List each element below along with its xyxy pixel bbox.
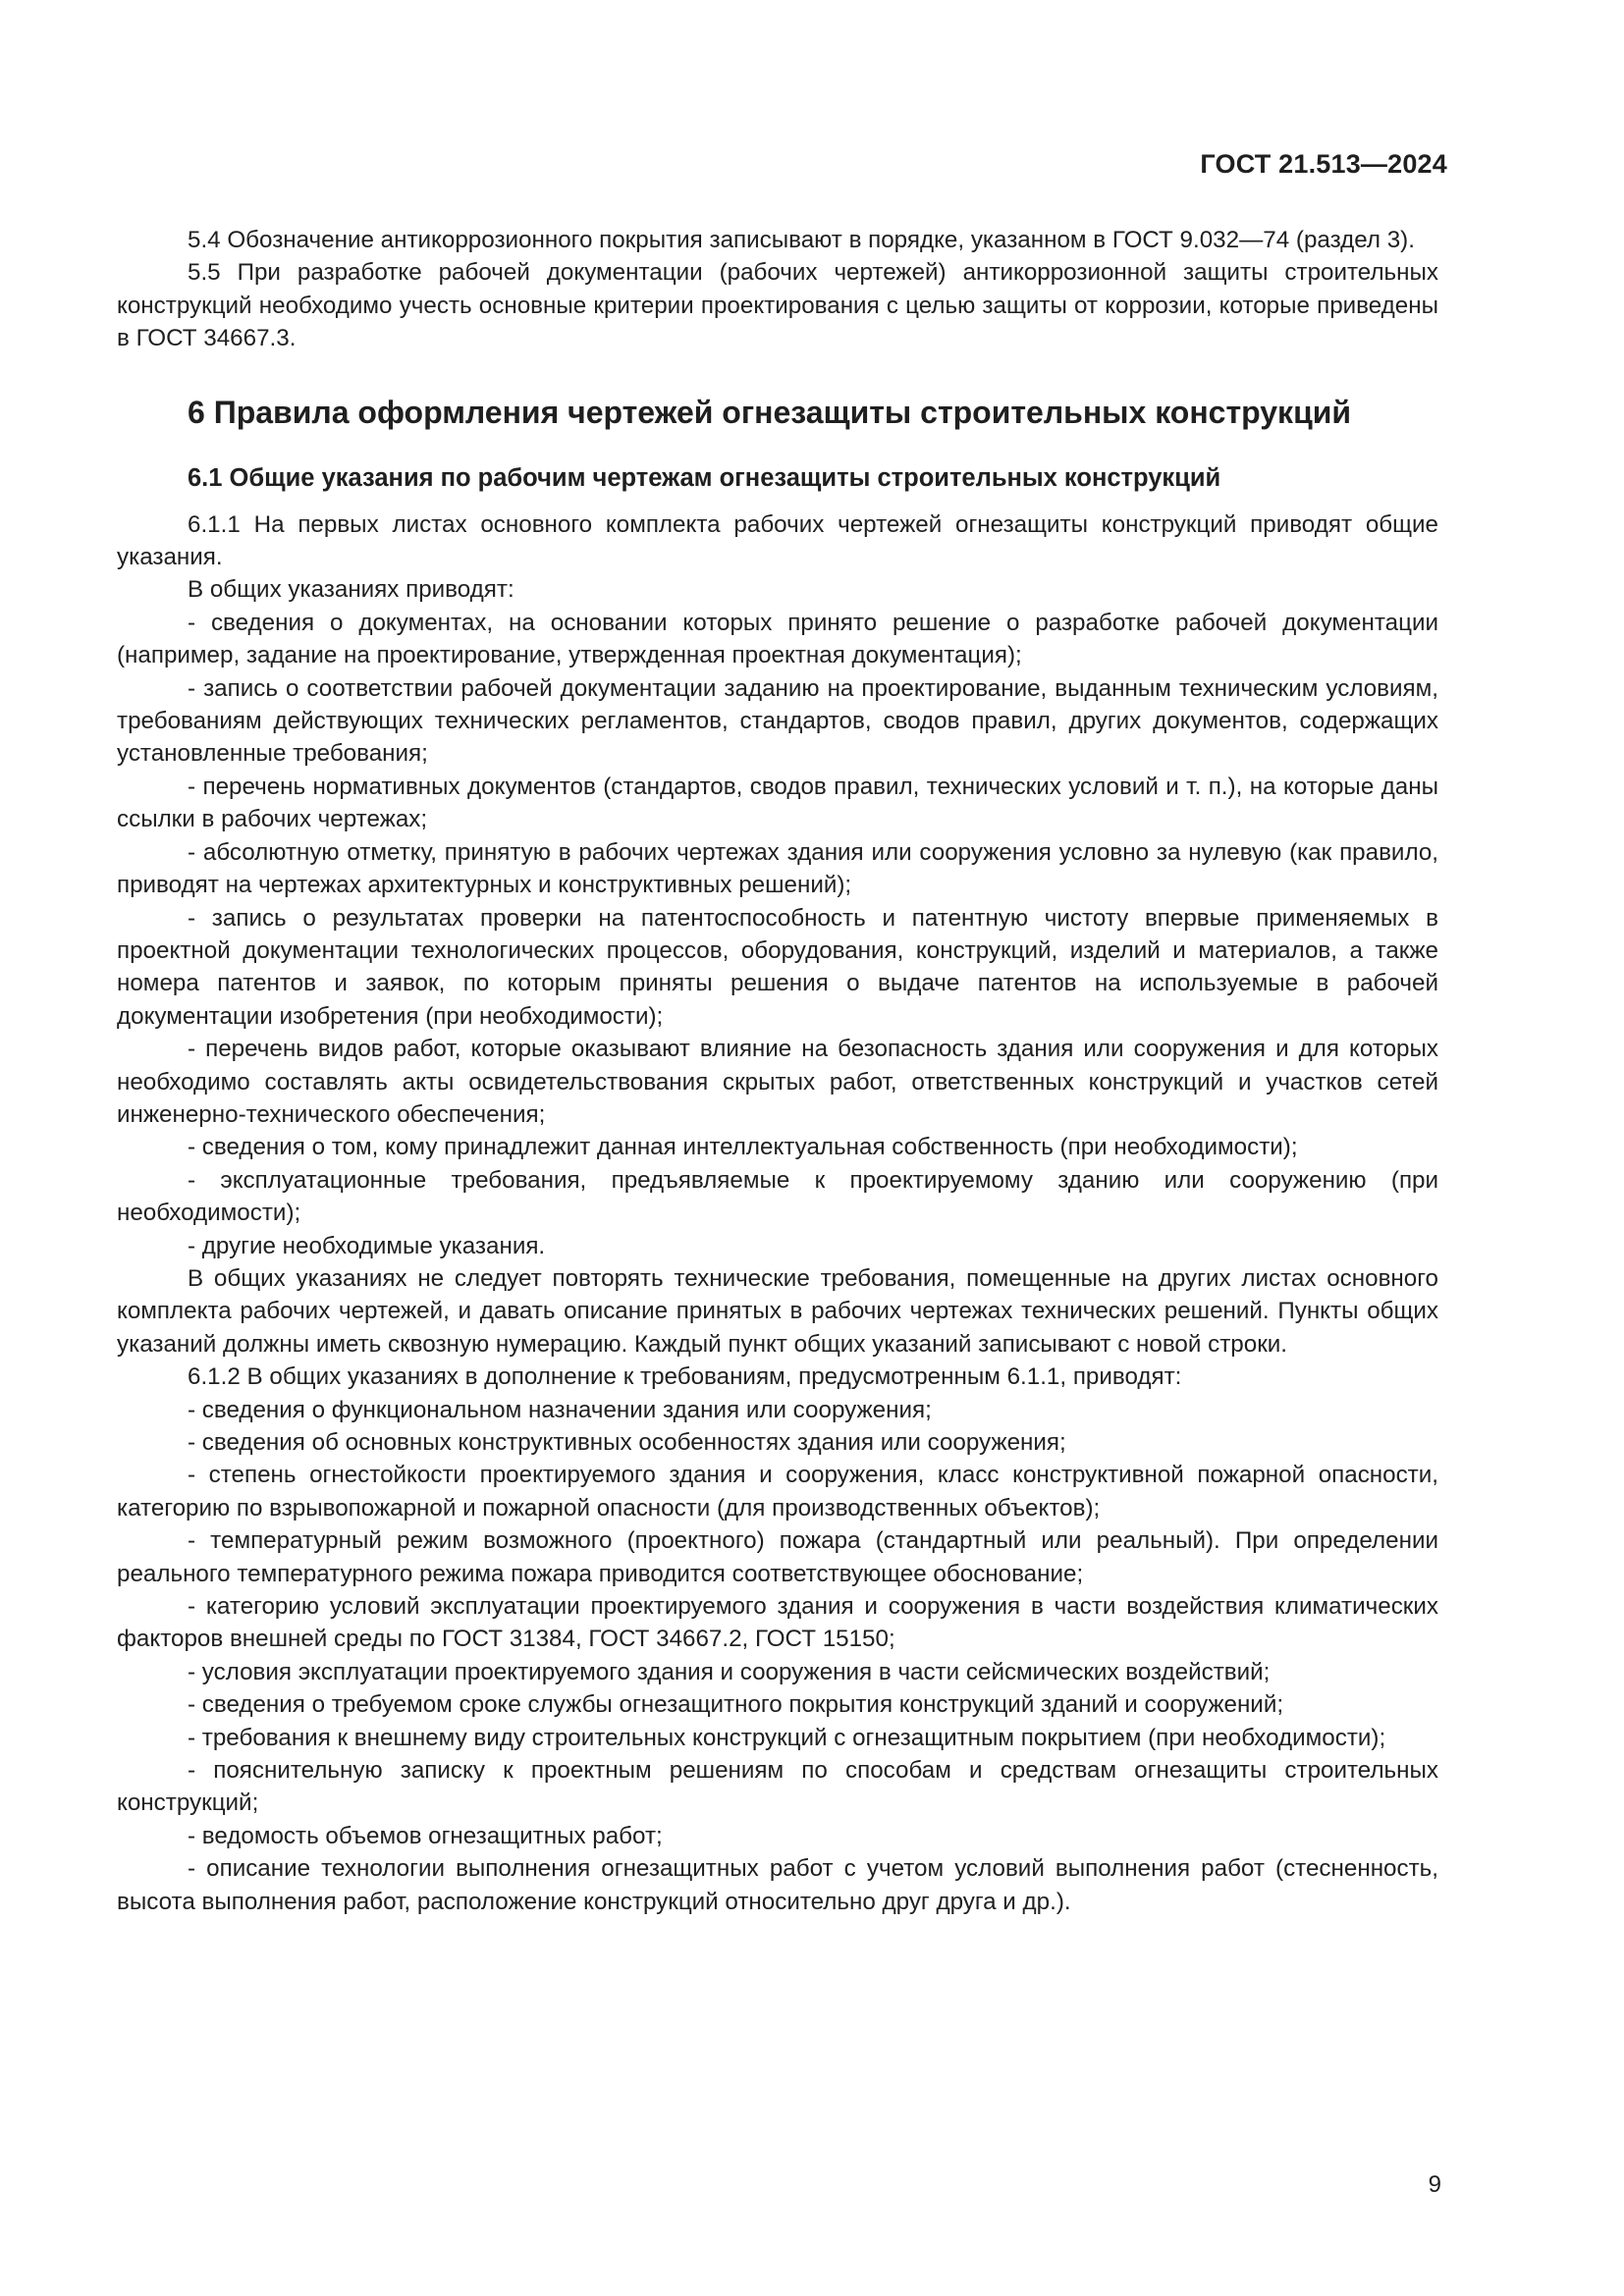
list-item: - сведения о функциональном назначении здания или сооружения; bbox=[188, 1396, 932, 1423]
paragraph-5-5: 5.5 При разработке рабочей документации (рабочих чертежей) антикоррозионной защиты строительных конструкций необходимо учесть основные критерии проектирования с целью защиты от коррозии, которые приведены в ГОСТ 34667.3. bbox=[117, 259, 1438, 352]
list-item: - запись о соответствии рабочей документации заданию на проектирование, выданным техническим условиям, требованиям действующих технических регламентов, стандартов, сводов правил, других документов, содержащих установленные требования; bbox=[117, 674, 1438, 768]
list-item: - сведения об основных конструктивных особенностях здания или сооружения; bbox=[188, 1429, 1066, 1456]
page-content bbox=[117, 224, 1438, 1918]
list-item: - пояснительную записку к проектным решениям по способам и средствам огнезащиты строительных конструкций; bbox=[117, 1757, 1438, 1817]
paragraph-6-1-2: 6.1.2 В общих указаниях в дополнение к требованиям, предусмотренным 6.1.1, приводят: bbox=[188, 1363, 1182, 1391]
list-item: - перечень видов работ, которые оказывают влияние на безопасность здания или сооружения и для которых необходимо составлять акты освидетельствования скрытых работ, ответственных конструкций и участков сетей инженерно-технического обеспечения; bbox=[117, 1036, 1438, 1128]
section-6-heading: 6 Правила оформления чертежей огнезащиты строительных конструкций bbox=[188, 394, 1352, 430]
list-item: - абсолютную отметку, принятую в рабочих чертежах здания или сооружения условно за нулевую (как правило, приводят на чертежах архитектурных и конструктивных решений); bbox=[117, 838, 1438, 899]
list-item: - условия эксплуатации проектируемого здания и сооружения в части сейсмических воздействий; bbox=[188, 1658, 1271, 1685]
document-code: ГОСТ 21.513—2024 bbox=[1200, 149, 1447, 179]
list-item: - сведения о документах, на основании которых принято решение о разработке рабочей документации (например, задание на проектирование, утвержденная проектная документация); bbox=[117, 609, 1438, 669]
paragraph-6-1-1-note: В общих указаниях не следует повторять технические требования, помещенные на других листах основного комплекта рабочих чертежей, и давать описание принятых в рабочих чертежах технических решений. Пункты общих указаний должны иметь сквозную нумерацию. Каждый пункт общих указаний записывают с новой строки. bbox=[117, 1264, 1438, 1358]
list-item: - сведения о том, кому принадлежит данная интеллектуальная собственность (при необходимости); bbox=[188, 1134, 1298, 1161]
page-number: 9 bbox=[1428, 2171, 1441, 2198]
list-item: - эксплуатационные требования, предъявляемые к проектируемому зданию или сооружению (при необходимости); bbox=[117, 1166, 1438, 1227]
list-item: - запись о результатах проверки на патентоспособность и патентную чистоту впервые применяемых в проектной документации технологических процессов, оборудования, конструкций, изделий и материалов, а также номера патентов и заявок, по которым приняты решения о выдаче патентов на используемые в рабочей документации изобретения (при необходимости); bbox=[117, 904, 1438, 1030]
list-item: - сведения о требуемом сроке службы огнезащитного покрытия конструкций зданий и сооружений; bbox=[188, 1691, 1284, 1719]
list-item: - ведомость объемов огнезащитных работ; bbox=[188, 1822, 663, 1849]
list-item: - другие необходимые указания. bbox=[188, 1232, 546, 1259]
list-item: - перечень нормативных документов (стандартов, сводов правил, технических условий и т. п.), на которые даны ссылки в рабочих чертежах; bbox=[117, 773, 1438, 833]
list-item: - категорию условий эксплуатации проектируемого здания и сооружения в части воздействия климатических факторов внешней среды по ГОСТ 31384, ГОСТ 34667.2, ГОСТ 15150; bbox=[117, 1593, 1438, 1653]
list-item: - степень огнестойкости проектируемого здания и сооружения, класс конструктивной пожарной опасности, категорию по взрывопожарной и пожарной опасности (для производственных объектов); bbox=[117, 1462, 1438, 1522]
paragraph-6-1-1: 6.1.1 На первых листах основного комплекта рабочих чертежей огнезащиты конструкций приводят общие указания. bbox=[117, 510, 1438, 571]
paragraph-5-4: 5.4 Обозначение антикоррозионного покрытия записывают в порядке, указанном в ГОСТ 9.032—74 (раздел 3). bbox=[188, 227, 1415, 253]
paragraph-6-1-1-intro: В общих указаниях приводят: bbox=[188, 576, 514, 604]
subsection-6-1-heading: 6.1 Общие указания по рабочим чертежам огнезащиты строительных конструкций bbox=[188, 463, 1221, 492]
list-item: - описание технологии выполнения огнезащитных работ с учетом условий выполнения работ (стесненность, высота выполнения работ, расположение конструкций относительно друг друга и др.). bbox=[117, 1855, 1438, 1915]
list-item: - требования к внешнему виду строительных конструкций с огнезащитным покрытием (при необходимости); bbox=[188, 1724, 1386, 1751]
list-item: - температурный режим возможного (проектного) пожара (стандартный или реальный). При определении реального температурного режима пожара приводится соответствующее обоснование; bbox=[117, 1527, 1438, 1587]
